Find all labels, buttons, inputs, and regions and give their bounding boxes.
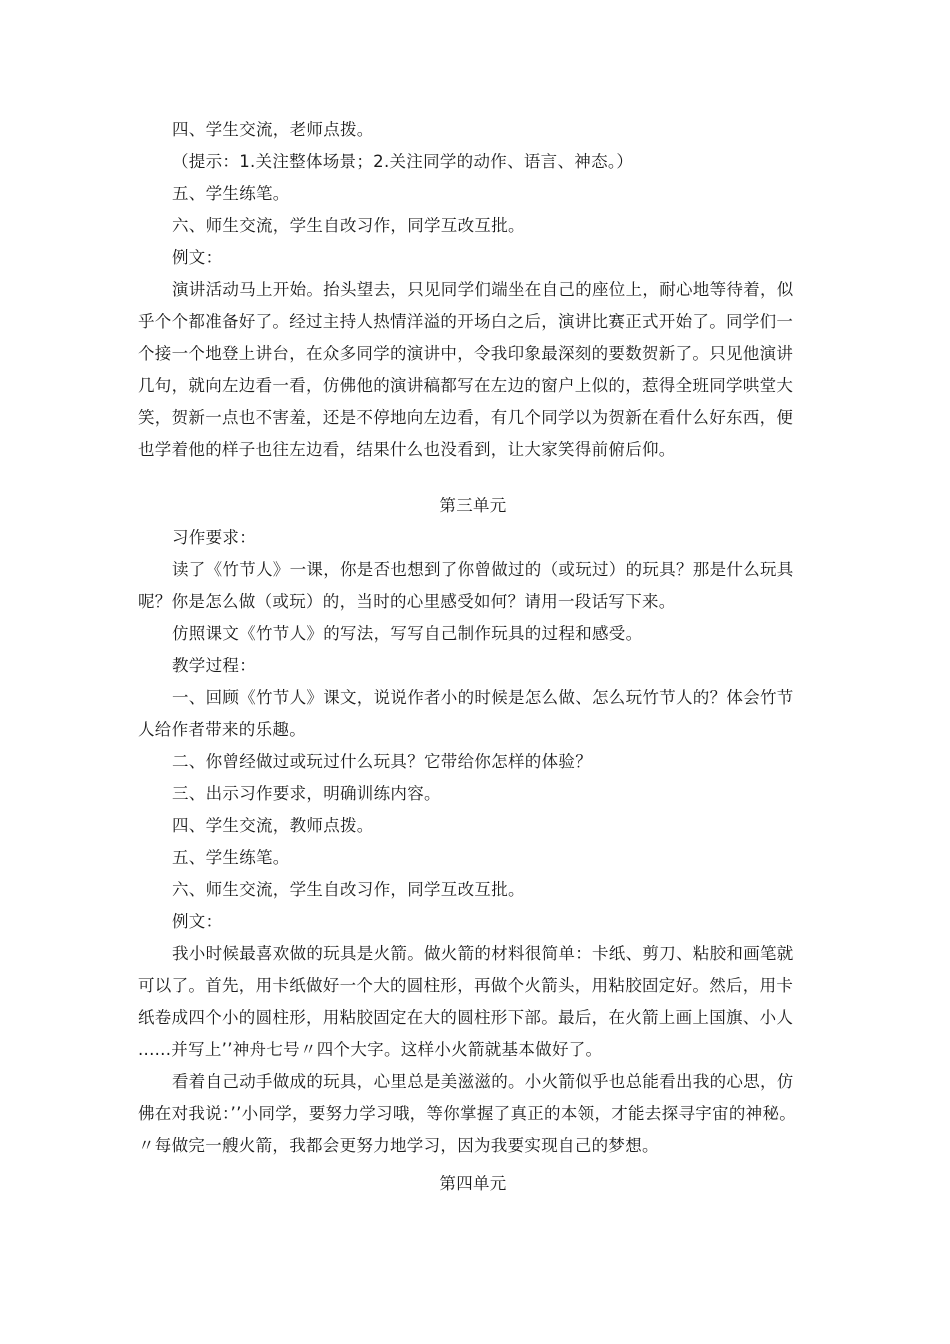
- paragraph-line: 一、回顾《竹节人》课文，说说作者小的时候是怎么做、怎么玩竹节人的？体会竹节: [172, 688, 794, 707]
- unit2-example-label: 例文：: [172, 248, 223, 267]
- document-body: [138, 114, 808, 1200]
- unit3-step1: [138, 682, 808, 746]
- paragraph-line: 人给作者带来的乐趣。: [138, 720, 306, 739]
- unit3-requirement-2: 仿照课文《竹节人》的写法，写写自己制作玩具的过程和感受。: [172, 624, 643, 643]
- paragraph-line: 读了《竹节人》一课，你是否也想到了你曾做过的（或玩过）的玩具？那是什么玩具: [172, 560, 794, 579]
- paragraph-line: 佛在对我说：’’小同学，要努力学习哦，等你掌握了真正的本领，才能去探寻宇宙的神秘。: [138, 1104, 797, 1123]
- unit4-title: 第四单元: [439, 1174, 507, 1193]
- paragraph-line: 纸卷成四个小的圆柱形，用粘胶固定在大的圆柱形下部。最后，在火箭上画上国旗、小人: [138, 1008, 794, 1027]
- paragraph-line: ......并写上’’神舟七号〃四个大字。这样小火箭就基本做好了。: [138, 1040, 603, 1059]
- paragraph-line: 看着自己动手做成的玩具，心里总是美滋滋的。小火箭似乎也总能看出我的心思，仿: [172, 1072, 794, 1091]
- unit3-step3: 三、出示习作要求，明确训练内容。: [172, 784, 441, 803]
- unit3-step6: 六、师生交流，学生自改习作，同学互改互批。: [172, 880, 525, 899]
- unit2-step4: 四、学生交流，老师点拨。: [172, 120, 374, 139]
- unit3-requirement-1: [138, 554, 808, 618]
- unit2-example-paragraph: [138, 274, 808, 466]
- paragraph-line: 我小时候最喜欢做的玩具是火箭。做火箭的材料很简单：卡纸、剪刀、粘胶和画笔就: [172, 944, 794, 963]
- unit3-step5: 五、学生练笔。: [172, 848, 290, 867]
- paragraph-line: 个接一个地登上讲台，在众多同学的演讲中，令我印象最深刻的要数贺新了。只见他演讲: [138, 344, 794, 363]
- unit3-step4: 四、学生交流，教师点拨。: [172, 816, 374, 835]
- paragraph-line: 乎个个都准备好了。经过主持人热情洋溢的开场白之后，演讲比赛正式开始了。同学们一: [138, 312, 794, 331]
- unit3-title: 第三单元: [439, 496, 507, 515]
- paragraph-line: 演讲活动马上开始。抬头望去，只见同学们端坐在自己的座位上，耐心地等待着，似: [172, 280, 794, 299]
- unit2-hint: （提示：1.关注整体场景；2.关注同学的动作、语言、神态。）: [172, 152, 634, 171]
- unit2-step6: 六、师生交流，学生自改习作，同学互改互批。: [172, 216, 525, 235]
- paragraph-line: 可以了。首先，用卡纸做好一个大的圆柱形，再做个火箭头，用粘胶固定好。然后，用卡: [138, 976, 794, 995]
- paragraph-line: 呢？你是怎么做（或玩）的，当时的心里感受如何？请用一段话写下来。: [138, 592, 676, 611]
- unit3-process-label: 教学过程：: [172, 656, 256, 675]
- unit2-step5: 五、学生练笔。: [172, 184, 290, 203]
- unit3-example-label: 例文：: [172, 912, 223, 931]
- unit3-requirements-label: 习作要求：: [172, 528, 256, 547]
- paragraph-line: 〃每做完一艘火箭，我都会更努力地学习，因为我要实现自己的梦想。: [138, 1136, 659, 1155]
- unit3-example-paragraph-1: [138, 938, 808, 1066]
- unit3-step2: 二、你曾经做过或玩过什么玩具？它带给你怎样的体验？: [172, 752, 592, 771]
- paragraph-line: 笑，贺新一点也不害羞，还是不停地向左边看，有几个同学以为贺新在看什么好东西，便: [138, 408, 794, 427]
- unit3-example-paragraph-2: [138, 1066, 808, 1162]
- paragraph-line: 也学着他的样子也往左边看，结果什么也没看到，让大家笑得前俯后仰。: [138, 440, 676, 459]
- paragraph-line: 几句，就向左边看一看，仿佛他的演讲稿都写在左边的窗户上似的，惹得全班同学哄堂大: [138, 376, 794, 395]
